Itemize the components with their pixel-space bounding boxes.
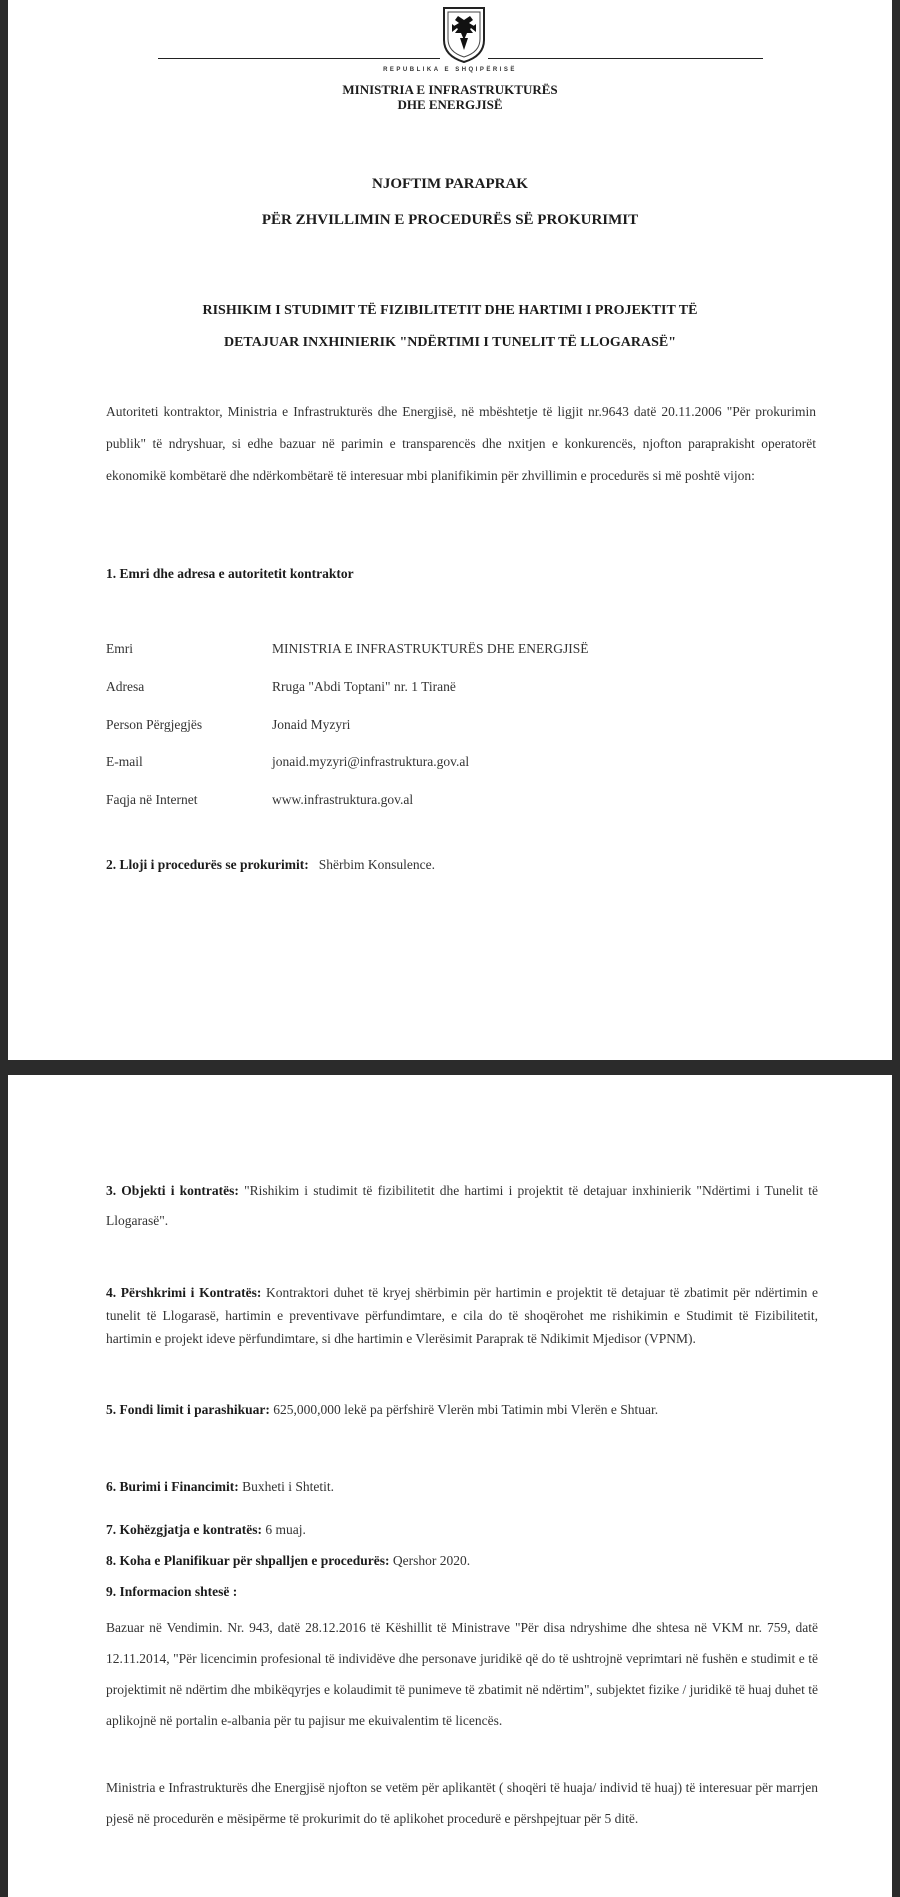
section-8-text: Qershor 2020. xyxy=(392,1553,471,1568)
intro-paragraph: Autoriteti kontraktor, Ministria e Infrastrukturës dhe Energjisë, në mbështetje të ligjit nr.9643 datë 20.11.2006 "Për prokurimin publik" të ndryshuar, si edhe bazuar në parimin e transparencës dhe nxitjen e konkurencës, njofton paraprakisht operatorët ekonomikë kombëtarë dhe ndërkombëtarë të interesuar mbi planifikimin për zhvillimin e procedurës si më poshtë vijon: xyxy=(106,404,816,483)
section-7-text: 6 muaj. xyxy=(265,1522,306,1537)
notice-title: NJOFTIM PARAPRAK xyxy=(372,176,528,192)
section-9 xyxy=(106,1577,818,1607)
section-9-heading: 9. Informacion shtesë : xyxy=(106,1584,238,1599)
section-3 xyxy=(106,1176,818,1236)
contact-value: Jonaid Myzyri xyxy=(272,717,351,732)
contact-label: E-mail xyxy=(106,754,143,769)
header-rule-left xyxy=(158,58,440,59)
section-8-heading: 8. Koha e Planifikuar për shpalljen e procedurës: xyxy=(106,1553,390,1568)
contact-label: Person Përgjegjës xyxy=(106,717,203,732)
section-1-heading: 1. Emri dhe adresa e autoritetit kontraktor xyxy=(106,566,354,581)
website-link[interactable]: www.infrastruktura.gov.al xyxy=(272,792,414,807)
contact-label: Emri xyxy=(106,641,133,656)
section-6 xyxy=(106,1472,818,1502)
contact-value: MINISTRIA E INFRASTRUKTURËS DHE ENERGJISË xyxy=(272,641,589,656)
notice-subject xyxy=(8,295,892,359)
double-headed-eagle-icon xyxy=(440,6,488,64)
contact-value: Rruga "Abdi Toptani" nr. 1 Tiranë xyxy=(272,679,456,694)
ministry-name xyxy=(8,82,892,112)
email-link[interactable]: jonaid.myzyri@infrastruktura.gov.al xyxy=(272,754,470,769)
closing-paragraph: Ministria e Infrastrukturës dhe Energjisë njofton se vetëm për aplikantët ( shoqëri të huaja/ individ të huaj) të interesuar për marrjen pjesë në procedurën e mësipërme të prokurimit do të aplikohet procedurë e përshpejtuar për 5 ditë. xyxy=(106,1780,818,1826)
header-rule-right xyxy=(488,58,763,59)
section-4-text: Kontraktori duhet të kryej shërbimin për hartimin e projektit të detajuar të zbatimit për ndërtimin e tunelit të Llogarasë, hartimin e preventivave përfundimtare, e cila do të shoqërohet me rishikimin e Studimit të Fizibilitetit, hartimin e projekt ideve përfundimtare, si dhe hartimin e Vlerësimit Paraprak të Ndikimit Mjedisor (VPNM). xyxy=(106,1285,819,1346)
section-2-value: Shërbim Konsulence. xyxy=(318,857,435,872)
section-2-heading: 2. Lloji i procedurës se prokurimit: xyxy=(106,857,309,872)
section-4 xyxy=(106,1281,818,1350)
notice-subject-line-2: DETAJUAR INXHINIERIK "NDËRTIMI I TUNELIT TË LLOGARASË" xyxy=(223,335,676,350)
contact-label: Faqja në Internet xyxy=(106,792,198,807)
section-5 xyxy=(106,1395,818,1425)
notice-subject-line-1: RISHIKIM I STUDIMIT TË FIZIBILITETIT DHE HARTIMI I PROJEKTIT TË xyxy=(202,303,698,318)
section-4-heading: 4. Përshkrimi i Kontratës: xyxy=(106,1285,262,1300)
section-7 xyxy=(106,1515,818,1545)
section-3-heading: 3. Objekti i kontratës: xyxy=(106,1183,239,1198)
albania-coat-of-arms-emblem xyxy=(440,6,488,64)
ministry-line-1: MINISTRIA E INFRASTRUKTURËS xyxy=(342,82,558,97)
section-9-text: Bazuar në Vendimin. Nr. 943, datë 28.12.2016 të Këshillit të Ministrave "Për disa ndryshime dhe shtesa në VKM nr. 759, datë 12.11.2014, "Për licencimin profesional të individëve dhe personave juridikë që do të ushtrojnë veprimtari në fushën e studimit e të projektimit në ndërtim dhe mbikëqyrjes e kolaudimit të punimeve të zbatimit në ndërtim", subjektet fizike / juridikë të huaj duhet të aplikojnë në portalin e-albania për tu pajisur me ekuivalentim të licencës. xyxy=(106,1620,818,1728)
section-8 xyxy=(106,1546,818,1576)
section-3-text: "Rishikim i studimit të fizibilitetit dhe hartimi i projektit të detajuar inxhinierik "Ndërtimi i Tunelit të Llogarasë". xyxy=(106,1183,818,1228)
document-page-2 xyxy=(8,1075,892,1897)
section-5-text: 625,000,000 lekë pa përfshirë Vlerën mbi Tatimin mbi Vlerën e Shtuar. xyxy=(273,1402,659,1417)
section-6-text: Buxheti i Shtetit. xyxy=(242,1479,335,1494)
document-page-1 xyxy=(8,0,892,1060)
notice-subtitle: PËR ZHVILLIMIN E PROCEDURËS SË PROKURIMIT xyxy=(261,212,639,228)
section-2 xyxy=(106,857,435,873)
republic-label: REPUBLIKA E SHQIPËRISË xyxy=(383,67,517,73)
section-6-heading: 6. Burimi i Financimit: xyxy=(106,1479,239,1494)
section-5-heading: 5. Fondi limit i parashikuar: xyxy=(106,1402,270,1417)
section-7-heading: 7. Kohëzgjatja e kontratës: xyxy=(106,1522,262,1537)
contact-label: Adresa xyxy=(106,679,145,694)
ministry-line-2: DHE ENERGJISË xyxy=(397,97,503,112)
